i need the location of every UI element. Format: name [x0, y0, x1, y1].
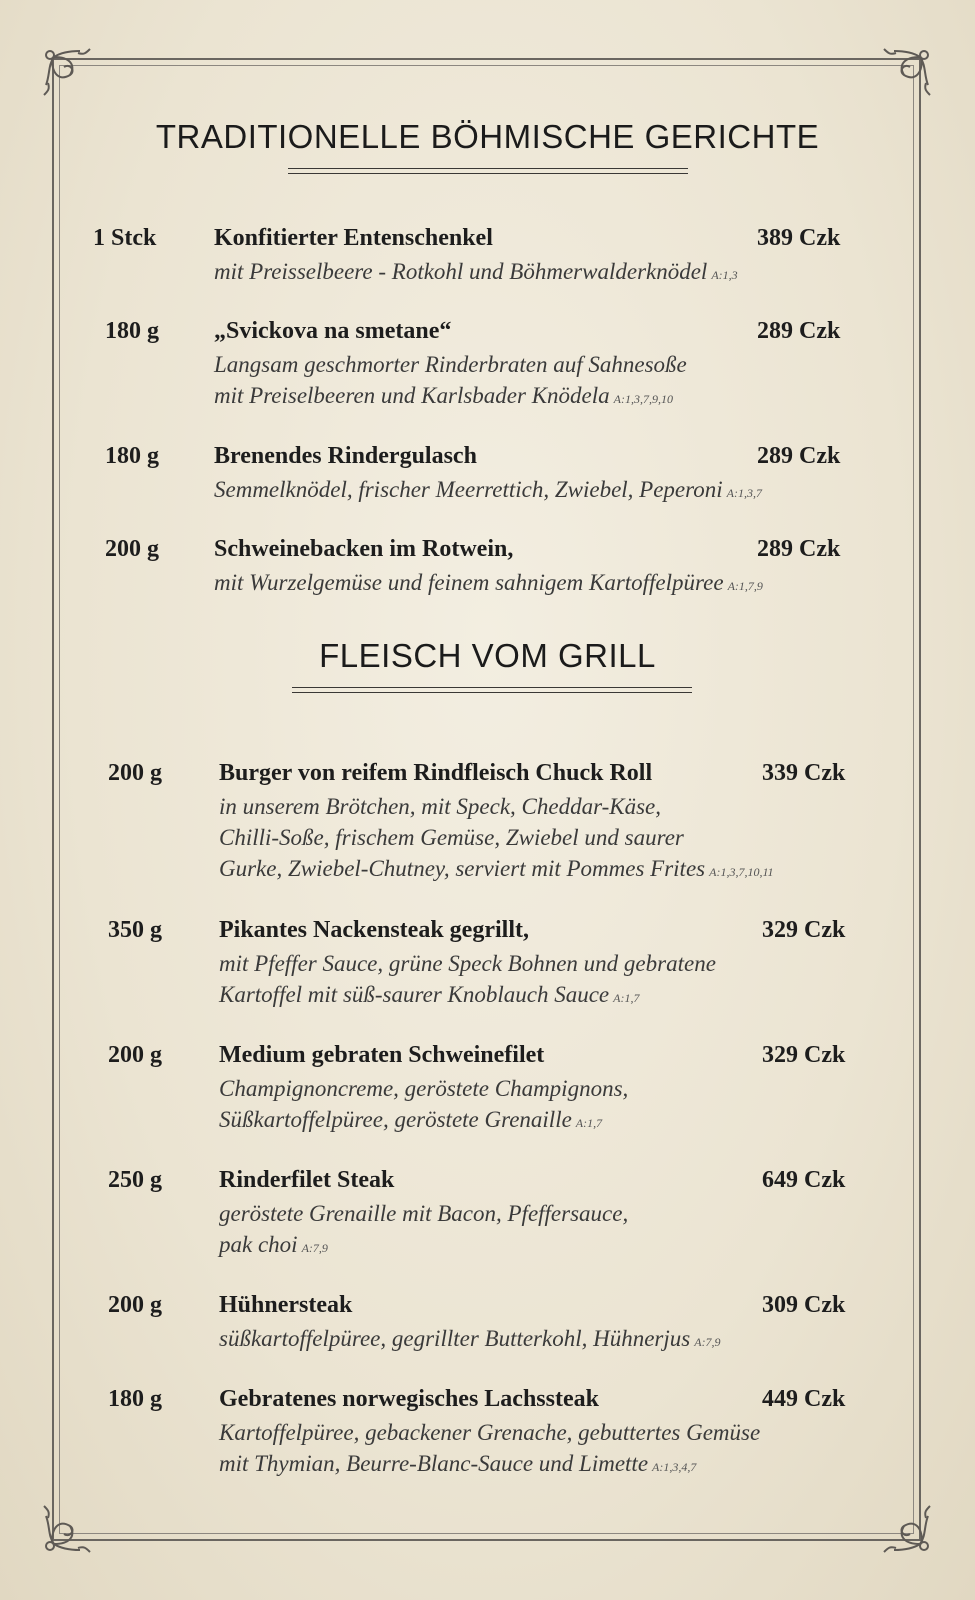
item-description: Langsam geschmorter Rinderbraten auf Sahnesoße mit Preiselbeeren und Karlsbader Knödela A:1,3,7,9,10 — [214, 352, 687, 408]
item-description: Kartoffelpüree, gebackener Grenache, gebuttertes Gemüse mit Thymian, Beurre-Blanc-Sauce und Limette A:1,3,4,7 — [219, 1420, 761, 1476]
item-description: mit Wurzelgemüse und feinem sahnigem Kartoffelpüree A:1,7,9 — [214, 570, 763, 595]
item-price: 329 Czk — [762, 917, 846, 943]
item-weight: 200 g — [105, 536, 159, 562]
item-weight: 180 g — [108, 1386, 162, 1412]
item-price: 289 Czk — [757, 318, 841, 344]
item-weight: 200 g — [108, 1042, 162, 1068]
section-divider — [288, 168, 688, 174]
item-weight: 350 g — [108, 917, 162, 943]
item-allergens: A:1,3,7 — [726, 486, 762, 500]
corner-ornament-icon — [40, 1486, 110, 1556]
item-allergens: A:1,3 — [711, 268, 738, 282]
item-name: Schweinebacken im Rotwein, — [214, 536, 514, 562]
item-description: Semmelknödel, frischer Meerrettich, Zwiebel, Peperoni A:1,3,7 — [214, 477, 762, 502]
item-description: in unserem Brötchen, mit Speck, Cheddar-Käse, Chilli-Soße, frischem Gemüse, Zwiebel und saurer Gurke, Zwiebel-Chutney, serviert mit Pommes Frites A:1,3,7,10,11 — [219, 794, 774, 881]
item-price: 289 Czk — [757, 536, 841, 562]
item-price: 389 Czk — [757, 225, 841, 251]
item-allergens: A:1,3,4,7 — [652, 1460, 697, 1474]
item-name: „Svickova na smetane“ — [214, 318, 452, 344]
item-allergens: A:7,9 — [301, 1241, 328, 1255]
item-name: Burger von reifem Rindfleisch Chuck Roll — [219, 760, 653, 786]
item-price: 329 Czk — [762, 1042, 846, 1068]
corner-ornament-icon — [864, 1486, 934, 1556]
item-allergens: A:1,3,7,10,11 — [709, 865, 774, 879]
item-description: Champignoncreme, geröstete Champignons, Süßkartoffelpüree, geröstete Grenaille A:1,7 — [219, 1076, 629, 1132]
corner-ornament-icon — [864, 45, 934, 115]
item-allergens: A:1,3,7,9,10 — [613, 392, 673, 406]
section-title-grill: FLEISCH VOM GRILL — [319, 637, 656, 674]
item-price: 289 Czk — [757, 443, 841, 469]
item-description: mit Preisselbeere - Rotkohl und Böhmerwalderknödel A:1,3 — [214, 259, 738, 284]
item-weight: 180 g — [105, 318, 159, 344]
item-weight: 180 g — [105, 443, 159, 469]
corner-ornament-icon — [40, 45, 110, 115]
item-name: Brenendes Rindergulasch — [214, 443, 477, 469]
section-title-traditional: TRADITIONELLE BÖHMISCHE GERICHTE — [155, 118, 820, 155]
item-name: Hühnersteak — [219, 1292, 353, 1318]
item-name: Konfitierter Entenschenkel — [214, 225, 493, 251]
item-price: 339 Czk — [762, 760, 846, 786]
item-name: Pikantes Nackensteak gegrillt, — [219, 917, 529, 943]
item-allergens: A:1,7 — [613, 991, 640, 1005]
item-name: Medium gebraten Schweinefilet — [219, 1042, 545, 1068]
item-allergens: A:7,9 — [694, 1335, 721, 1349]
item-description: mit Pfeffer Sauce, grüne Speck Bohnen und gebratene Kartoffel mit süß-saurer Knoblauch Sauce A:1,7 — [219, 951, 716, 1007]
item-description: süßkartoffelpüree, gegrillter Butterkohl, Hühnerjus A:7,9 — [219, 1326, 721, 1351]
item-weight: 200 g — [108, 1292, 162, 1318]
item-name: Gebratenes norwegisches Lachssteak — [219, 1386, 599, 1412]
section-divider — [292, 687, 692, 693]
item-weight: 250 g — [108, 1167, 162, 1193]
item-name: Rinderfilet Steak — [219, 1167, 395, 1193]
item-price: 449 Czk — [762, 1386, 846, 1412]
item-weight: 1 Stck — [93, 225, 157, 251]
item-price: 309 Czk — [762, 1292, 846, 1318]
item-weight: 200 g — [108, 760, 162, 786]
item-description: geröstete Grenaille mit Bacon, Pfeffersauce, pak choi A:7,9 — [219, 1201, 629, 1257]
item-price: 649 Czk — [762, 1167, 846, 1193]
item-allergens: A:1,7 — [575, 1116, 603, 1130]
item-allergens: A:1,7,9 — [727, 579, 763, 593]
